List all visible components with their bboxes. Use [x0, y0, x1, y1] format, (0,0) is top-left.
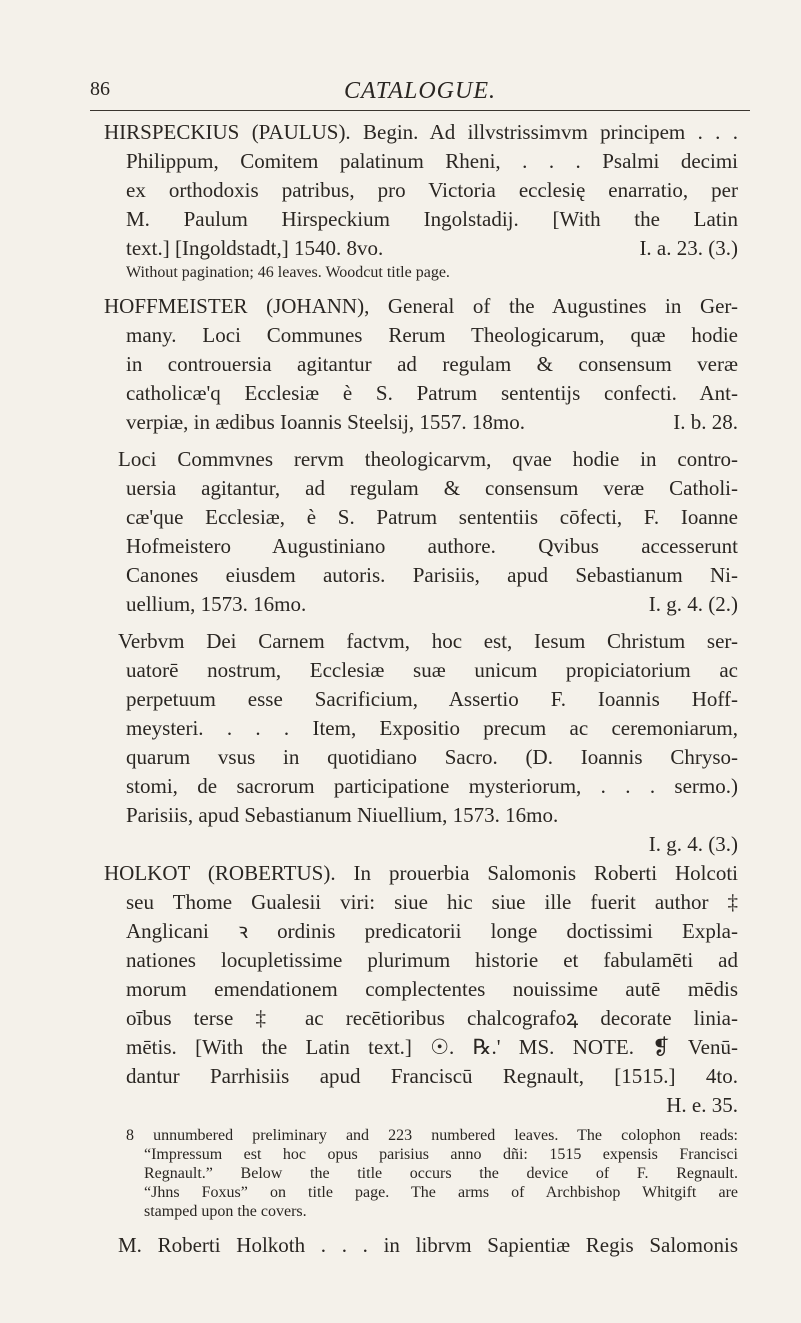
- entry-line-with-shelfmark: [104, 408, 738, 437]
- entry-line: meysteri. . . . Item, Expositio precum ac ceremoniarum,: [126, 716, 738, 740]
- entry-line: Philippum, Comitem palatinum Rheni, . . . Psalmi decimi: [126, 149, 738, 173]
- catalogue-entry-holkoth-sapientiae: [104, 1231, 738, 1260]
- entry-line: many. Loci Communes Rerum Theologicarum, quæ hodie: [126, 323, 738, 347]
- catalogue-entry-verbvm-dei: [104, 627, 738, 859]
- entry-line: HOLKOT (ROBERTUS). In prouerbia Salomonis Roberti Holcoti: [104, 861, 738, 885]
- bibliographic-note: “Impressum est hoc opus parisius anno dñi: 1515 expensis Francisci: [144, 1146, 738, 1163]
- shelfmark-line: [104, 1091, 738, 1120]
- catalogue-entry-holkot: [104, 859, 738, 1221]
- catalogue-entry-hirspeckius: [104, 118, 738, 282]
- entry-line: uersia agitantur, ad regulam & consensum veræ Catholi-: [126, 476, 738, 500]
- bibliographic-note: Regnault.” Below the title occurs the device of F. Regnault.: [144, 1165, 738, 1182]
- entry-line: morum emendationem complectentes nouissime autē mēdis: [126, 977, 738, 1001]
- page-number: 86: [90, 78, 110, 100]
- entry-line: uatorē nostrum, Ecclesiæ suæ unicum propiciatorium ac: [126, 658, 738, 682]
- bibliographic-note: “Jhns Foxus” on title page. The arms of Archbishop Whitgift are: [144, 1184, 738, 1201]
- shelfmark: I. b. 28.: [673, 410, 738, 434]
- entry-line: dantur Parrhisiis apud Franciscū Regnault, [1515.] 4to.: [126, 1064, 738, 1088]
- catalogue-entry-hoffmeister: [104, 292, 738, 437]
- entry-line: perpetuum esse Sacrificium, Assertio F. Ioannis Hoff-: [126, 687, 738, 711]
- entry-line: quarum vsus in quotidiano Sacro. (D. Ioannis Chryso-: [126, 745, 738, 769]
- shelfmark: I. a. 23. (3.): [639, 236, 738, 260]
- entry-line: text.] [Ingoldstadt,] 1540. 8vo.: [126, 236, 384, 260]
- entry-line: Parisiis, apud Sebastianum Niuellium, 1573. 16mo.: [126, 803, 559, 827]
- entry-line: Loci Commvnes rervm theologicarvm, qvae hodie in contro-: [118, 447, 738, 471]
- catalogue-entry-loci-commvnes: [104, 445, 738, 619]
- entry-line-with-shelfmark: [104, 234, 738, 263]
- shelfmark: H. e. 35.: [666, 1093, 738, 1117]
- entry-line: in controuersia agitantur ad regulam & consensum veræ: [126, 352, 738, 376]
- entry-line: ex orthodoxis patribus, pro Victoria ecclesię enarratio, per: [126, 178, 738, 202]
- entry-line: mētis. [With the Latin text.] ☉. ℞.' MS. NOTE. ❡ Venū-: [126, 1035, 738, 1059]
- entry-line: Hofmeistero Augustiniano authore. Qvibus accesserunt: [126, 534, 738, 558]
- entry-line: oībus terse ‡ ac recētioribus chalcografoꝝ decorate linia-: [126, 1006, 738, 1030]
- entry-line: cæ'que Ecclesiæ, è S. Patrum sententiis cōfecti, F. Ioanne: [126, 505, 738, 529]
- catalogue-body: [104, 118, 738, 1260]
- bibliographic-note: stamped upon the covers.: [144, 1203, 307, 1220]
- entry-line: M. Roberti Holkoth . . . in librvm Sapientiæ Regis Salomonis: [118, 1233, 738, 1257]
- entry-line: uellium, 1573. 16mo.: [126, 592, 307, 616]
- entry-line: nationes locupletissime plurimum historie et fabulamēti ad: [126, 948, 738, 972]
- entry-line: HIRSPECKIUS (PAULUS). Begin. Ad illvstrissimvm principem . . .: [104, 120, 738, 144]
- running-head: [90, 70, 750, 111]
- entry-line: catholicæ'q Ecclesiæ è S. Patrum sententijs confecti. Ant-: [126, 381, 738, 405]
- entry-line-with-shelfmark: [104, 590, 738, 619]
- entry-line: Anglicani ꝛ ordinis predicatorii longe doctissimi Expla-: [126, 919, 738, 943]
- running-title: CATALOGUE.: [343, 78, 496, 104]
- entry-line: Verbvm Dei Carnem factvm, hoc est, Iesum Christum ser-: [118, 629, 738, 653]
- shelfmark: I. g. 4. (3.): [648, 832, 738, 856]
- entry-line: stomi, de sacrorum participatione mysteriorum, . . . sermo.): [126, 774, 738, 798]
- shelfmark: I. g. 4. (2.): [648, 592, 738, 616]
- bibliographic-note: 8 unnumbered preliminary and 223 numbered leaves. The colophon reads:: [126, 1127, 738, 1144]
- entry-line: Canones eiusdem autoris. Parisiis, apud Sebastianum Ni-: [126, 563, 738, 587]
- entry-line: HOFFMEISTER (JOHANN), General of the Augustines in Ger-: [104, 294, 738, 318]
- shelfmark-line: [104, 830, 738, 859]
- entry-line: verpiæ, in ædibus Ioannis Steelsij, 1557. 18mo.: [126, 410, 525, 434]
- bibliographic-note: Without pagination; 46 leaves. Woodcut title page.: [126, 264, 450, 281]
- entry-line: M. Paulum Hirspeckium Ingolstadij. [With the Latin: [126, 207, 738, 231]
- entry-line: seu Thome Gualesii viri: siue hic siue ille fuerit author ‡: [126, 890, 738, 914]
